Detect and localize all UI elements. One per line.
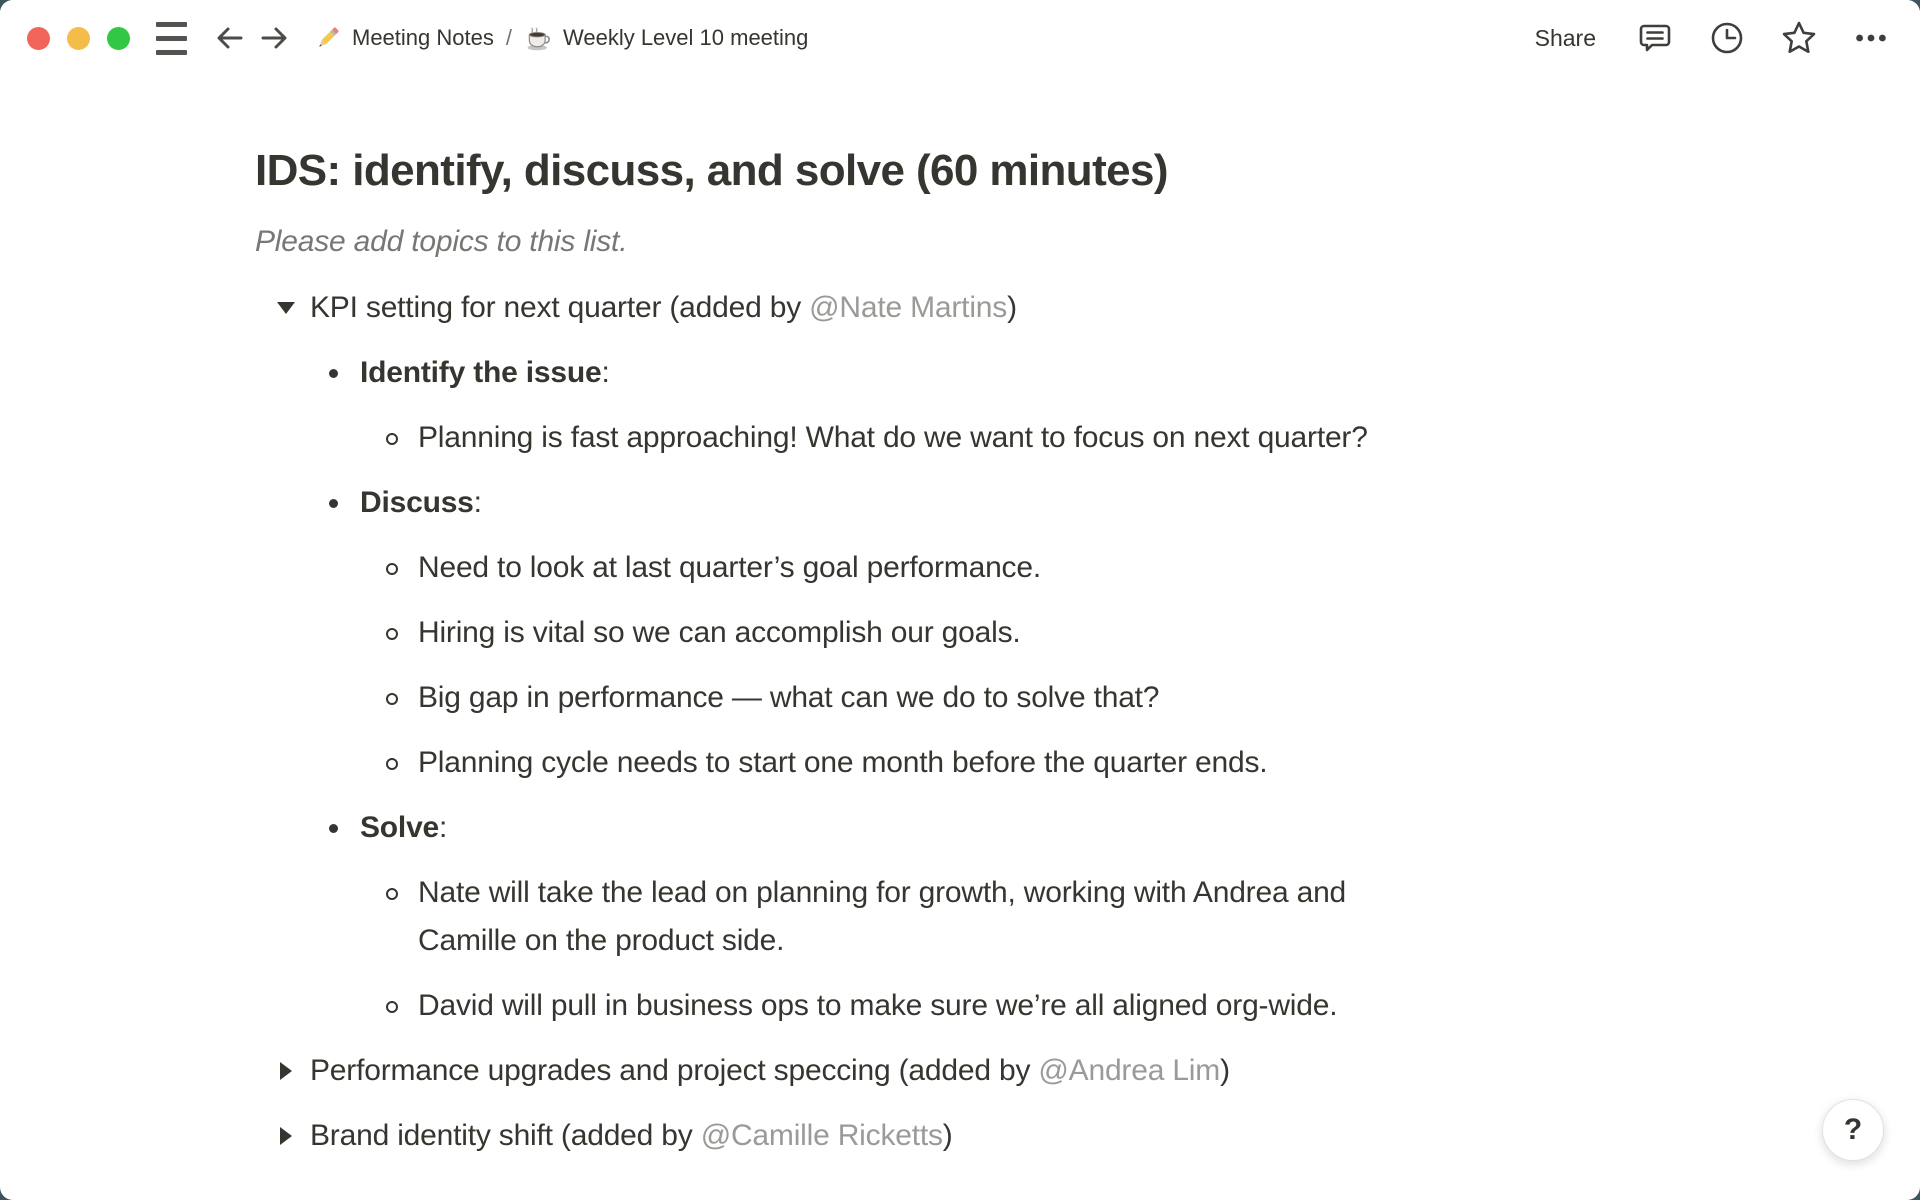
- block-list: [255, 284, 1410, 1160]
- breadcrumb-item-weekly-meeting[interactable]: [516, 19, 816, 57]
- mention-nate-martins[interactable]: @Nate Martins: [809, 291, 1008, 324]
- toggle-block-performance-upgrades[interactable]: [255, 1047, 1410, 1095]
- bullet-suffix: :: [473, 486, 482, 519]
- zoom-window-button[interactable]: [107, 27, 130, 50]
- bullet-circle-icon: [386, 433, 398, 445]
- bullet-circle-icon: [386, 628, 398, 640]
- topbar-actions: [1529, 19, 1890, 57]
- sub-bullet-text: Big gap in performance — what can we do to solve that?: [418, 681, 1160, 714]
- sub-bullet-nate-lead-planning[interactable]: [255, 869, 1410, 965]
- sub-bullet-planning-fast[interactable]: [255, 414, 1410, 462]
- sidebar-toggle-icon[interactable]: [156, 22, 187, 55]
- bullet-disc-icon: [329, 824, 338, 833]
- bullet-bold-text: Discuss: [360, 486, 474, 519]
- favorite-star-icon[interactable]: [1780, 19, 1818, 57]
- breadcrumb-label: Meeting Notes: [352, 25, 494, 50]
- bullet-suffix: :: [601, 356, 610, 389]
- coffee-icon: [524, 23, 554, 53]
- mention-andrea-lim[interactable]: @Andrea Lim: [1038, 1054, 1221, 1087]
- sub-bullet-hiring-vital[interactable]: [255, 609, 1410, 657]
- breadcrumb-separator: /: [505, 25, 512, 50]
- bullet-circle-icon: [386, 1001, 398, 1013]
- bullet-disc-icon: [329, 499, 338, 508]
- minimize-window-button[interactable]: [67, 27, 90, 50]
- forward-arrow-icon[interactable]: [259, 23, 289, 53]
- bullet-circle-icon: [386, 563, 398, 575]
- toggle-text: Brand identity shift (added by: [310, 1119, 701, 1152]
- sub-bullet-text: Nate will take the lead on planning for growth, working with Andrea and Camille on the product side.: [418, 876, 1347, 957]
- breadcrumb: [305, 19, 816, 57]
- sub-bullet-text: Need to look at last quarter’s goal performance.: [418, 551, 1041, 584]
- bullet-circle-icon: [386, 758, 398, 770]
- close-window-button[interactable]: [27, 27, 50, 50]
- bullet-discuss[interactable]: [255, 479, 1410, 527]
- sub-bullet-text: Planning cycle needs to start one month before the quarter ends.: [418, 746, 1268, 779]
- back-arrow-icon[interactable]: [215, 23, 245, 53]
- traffic-lights: [27, 27, 130, 50]
- bullet-bold-text: Identify the issue: [360, 356, 602, 389]
- mention-camille-ricketts[interactable]: @Camille Ricketts: [700, 1119, 943, 1152]
- bullet-bold-text: Solve: [360, 811, 440, 844]
- toggle-text: ): [942, 1119, 953, 1152]
- breadcrumb-item-meeting-notes[interactable]: [305, 19, 502, 57]
- bullet-suffix: :: [439, 811, 448, 844]
- bullet-identify-the-issue[interactable]: [255, 349, 1410, 397]
- page-title[interactable]: IDS: identify, discuss, and solve (60 minutes): [255, 146, 1168, 195]
- help-button[interactable]: ?: [1822, 1099, 1884, 1161]
- sub-bullet-last-quarter-goals[interactable]: [255, 544, 1410, 592]
- toggle-text: ): [1007, 291, 1017, 324]
- pencil-icon: [313, 23, 343, 53]
- page-body: [0, 140, 1410, 1160]
- topbar: [0, 0, 1920, 76]
- sub-bullet-text: Hiring is vital so we can accomplish our goals.: [418, 616, 1021, 649]
- toggle-text: KPI setting for next quarter (added by: [310, 291, 810, 324]
- toggle-closed-icon[interactable]: [269, 1047, 303, 1095]
- toggle-open-icon[interactable]: [269, 284, 303, 332]
- bullet-circle-icon: [386, 888, 398, 900]
- more-options-icon[interactable]: [1852, 19, 1890, 57]
- sub-bullet-text: David will pull in business ops to make sure we’re all aligned org-wide.: [418, 989, 1338, 1022]
- page-history-icon[interactable]: [1708, 19, 1746, 57]
- bullet-disc-icon: [329, 369, 338, 378]
- bullet-circle-icon: [386, 693, 398, 705]
- toggle-closed-icon[interactable]: [269, 1112, 303, 1160]
- sub-bullet-big-gap[interactable]: [255, 674, 1410, 722]
- sub-bullet-text: Planning is fast approaching! What do we want to focus on next quarter?: [418, 421, 1368, 454]
- nav-arrows: [215, 23, 289, 53]
- toggle-text: ): [1220, 1054, 1230, 1087]
- toggle-block-kpi-setting[interactable]: [255, 284, 1410, 332]
- comments-icon[interactable]: [1636, 19, 1674, 57]
- toggle-block-brand-identity[interactable]: [255, 1112, 1410, 1160]
- breadcrumb-label: Weekly Level 10 meeting: [562, 25, 809, 50]
- sub-bullet-david-business-ops[interactable]: [255, 982, 1410, 1030]
- share-button[interactable]: Share: [1534, 24, 1596, 51]
- page-subtitle[interactable]: Please add topics to this list.: [255, 225, 628, 258]
- toggle-text: Performance upgrades and project speccing (added by: [310, 1054, 1039, 1087]
- bullet-solve[interactable]: [255, 804, 1410, 852]
- sub-bullet-planning-cycle[interactable]: [255, 739, 1410, 787]
